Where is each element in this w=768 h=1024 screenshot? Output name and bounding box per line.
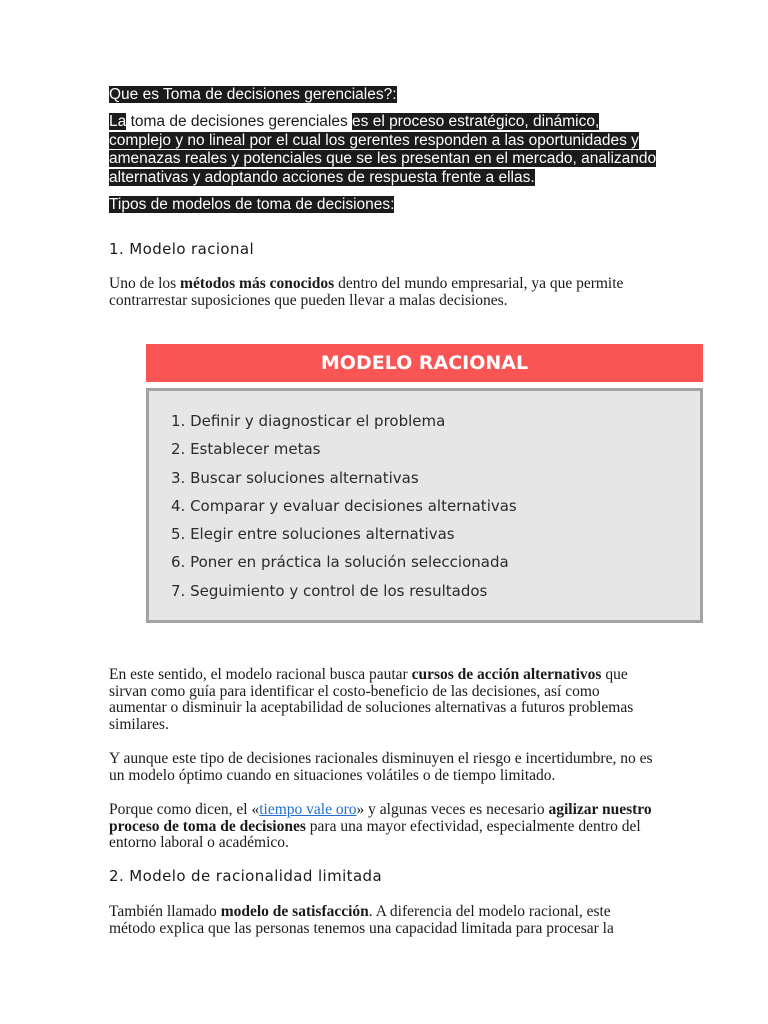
p4-text-e: para una mayor efectividad, especialmente dentro del [305,817,641,835]
p2-text-d: sirvan como guía para identificar el costo-beneficio de las decisiones, así como [109,682,600,700]
definition-line-4: alternativas y adoptando acciones de respuesta frente a ellas. [109,168,535,186]
p4-text-f: entorno laboral o académico. [109,834,289,851]
card-step: 2. Establecer metas [171,440,321,459]
definition-line-3: amenazas reales y potenciales que se les presentan en el mercado, analizando [109,150,657,167]
paragraph-racionalidad-limitada [109,904,679,937]
card-step: 6. Poner en práctica la solución seleccionada [171,553,509,572]
p2-text-f: similares. [109,715,169,733]
section-heading-1: 1. Modelo racional [109,240,255,258]
paragraph-sentido [109,667,679,733]
card-step: 1. Definir y diagnosticar el problema [171,412,446,430]
question-text: Que es Toma de decisiones gerenciales?: [109,86,397,103]
p1-text-c: dentro del mundo empresarial, ya que permite [334,275,624,292]
p5-text-c: . A diferencia del modelo racional, este [368,903,611,920]
p2-text-e: aumentar o disminuir la aceptabilidad de soluciones alternativas a futuros problemas [109,699,634,716]
p3-text-a: Y aunque este tipo de decisiones racionales disminuyen el riesgo e incertidumbre, no es [109,750,653,767]
p2-bold: cursos de acción alternativos [411,666,602,683]
p1-bold: métodos más conocidos [180,275,335,292]
card-step: 7. Seguimiento y control de los resultados [171,581,488,600]
p5-text-a: También llamado [109,903,221,920]
card-step: 5. Elegir entre soluciones alternativas [171,525,455,544]
card-steps-box [146,388,703,623]
section-heading-2: 2. Modelo de racionalidad limitada [109,867,383,885]
paragraph-aunque [109,751,679,784]
p5-bold: modelo de satisfacción [220,903,369,920]
card-steps-list [171,407,517,605]
p1-text-a: Uno de los [109,275,181,292]
question-heading [109,86,397,105]
p4-text-a: Porque como dicen, el « [109,801,260,818]
card-step: 3. Buscar soluciones alternativas [171,468,419,487]
p4-text-b: » y algunas veces es necesario [356,801,549,818]
tiempo-vale-oro-link[interactable]: tiempo vale oro [259,801,357,818]
p4-bold-c: agilizar nuestro [548,801,652,818]
p2-text-a: En este sentido, el modelo racional busca pautar [109,666,412,683]
types-text: Tipos de modelos de toma de decisiones: [109,196,395,213]
types-heading [109,196,394,215]
card-step: 4. Comparar y evaluar decisiones alternativas [171,496,517,515]
definition-word-la: La [109,113,127,130]
card-title: MODELO RACIONAL [146,344,703,382]
definition-rest: es el proceso estratégico, dinámico, [352,113,600,130]
p5-text-d: método explica que las personas tenemos una capacidad limitada para procesar la [109,919,614,937]
p4-bold-d: proceso de toma de decisiones [109,817,306,835]
paragraph-intro-racional [109,276,669,309]
p3-text-b: un modelo óptimo cuando en situaciones volátiles o de tiempo limitado. [109,766,556,784]
definition-paragraph [109,113,669,187]
definition-term: toma de decisiones gerenciales [130,113,348,130]
p2-text-c: que [601,666,628,683]
p1-text-d: contrarrestar suposiciones que pueden llevar a malas decisiones. [109,291,508,309]
definition-line-2: complejo y no lineal por el cual los gerentes responden a las oportunidades y [109,131,639,149]
paragraph-porque [109,802,679,852]
